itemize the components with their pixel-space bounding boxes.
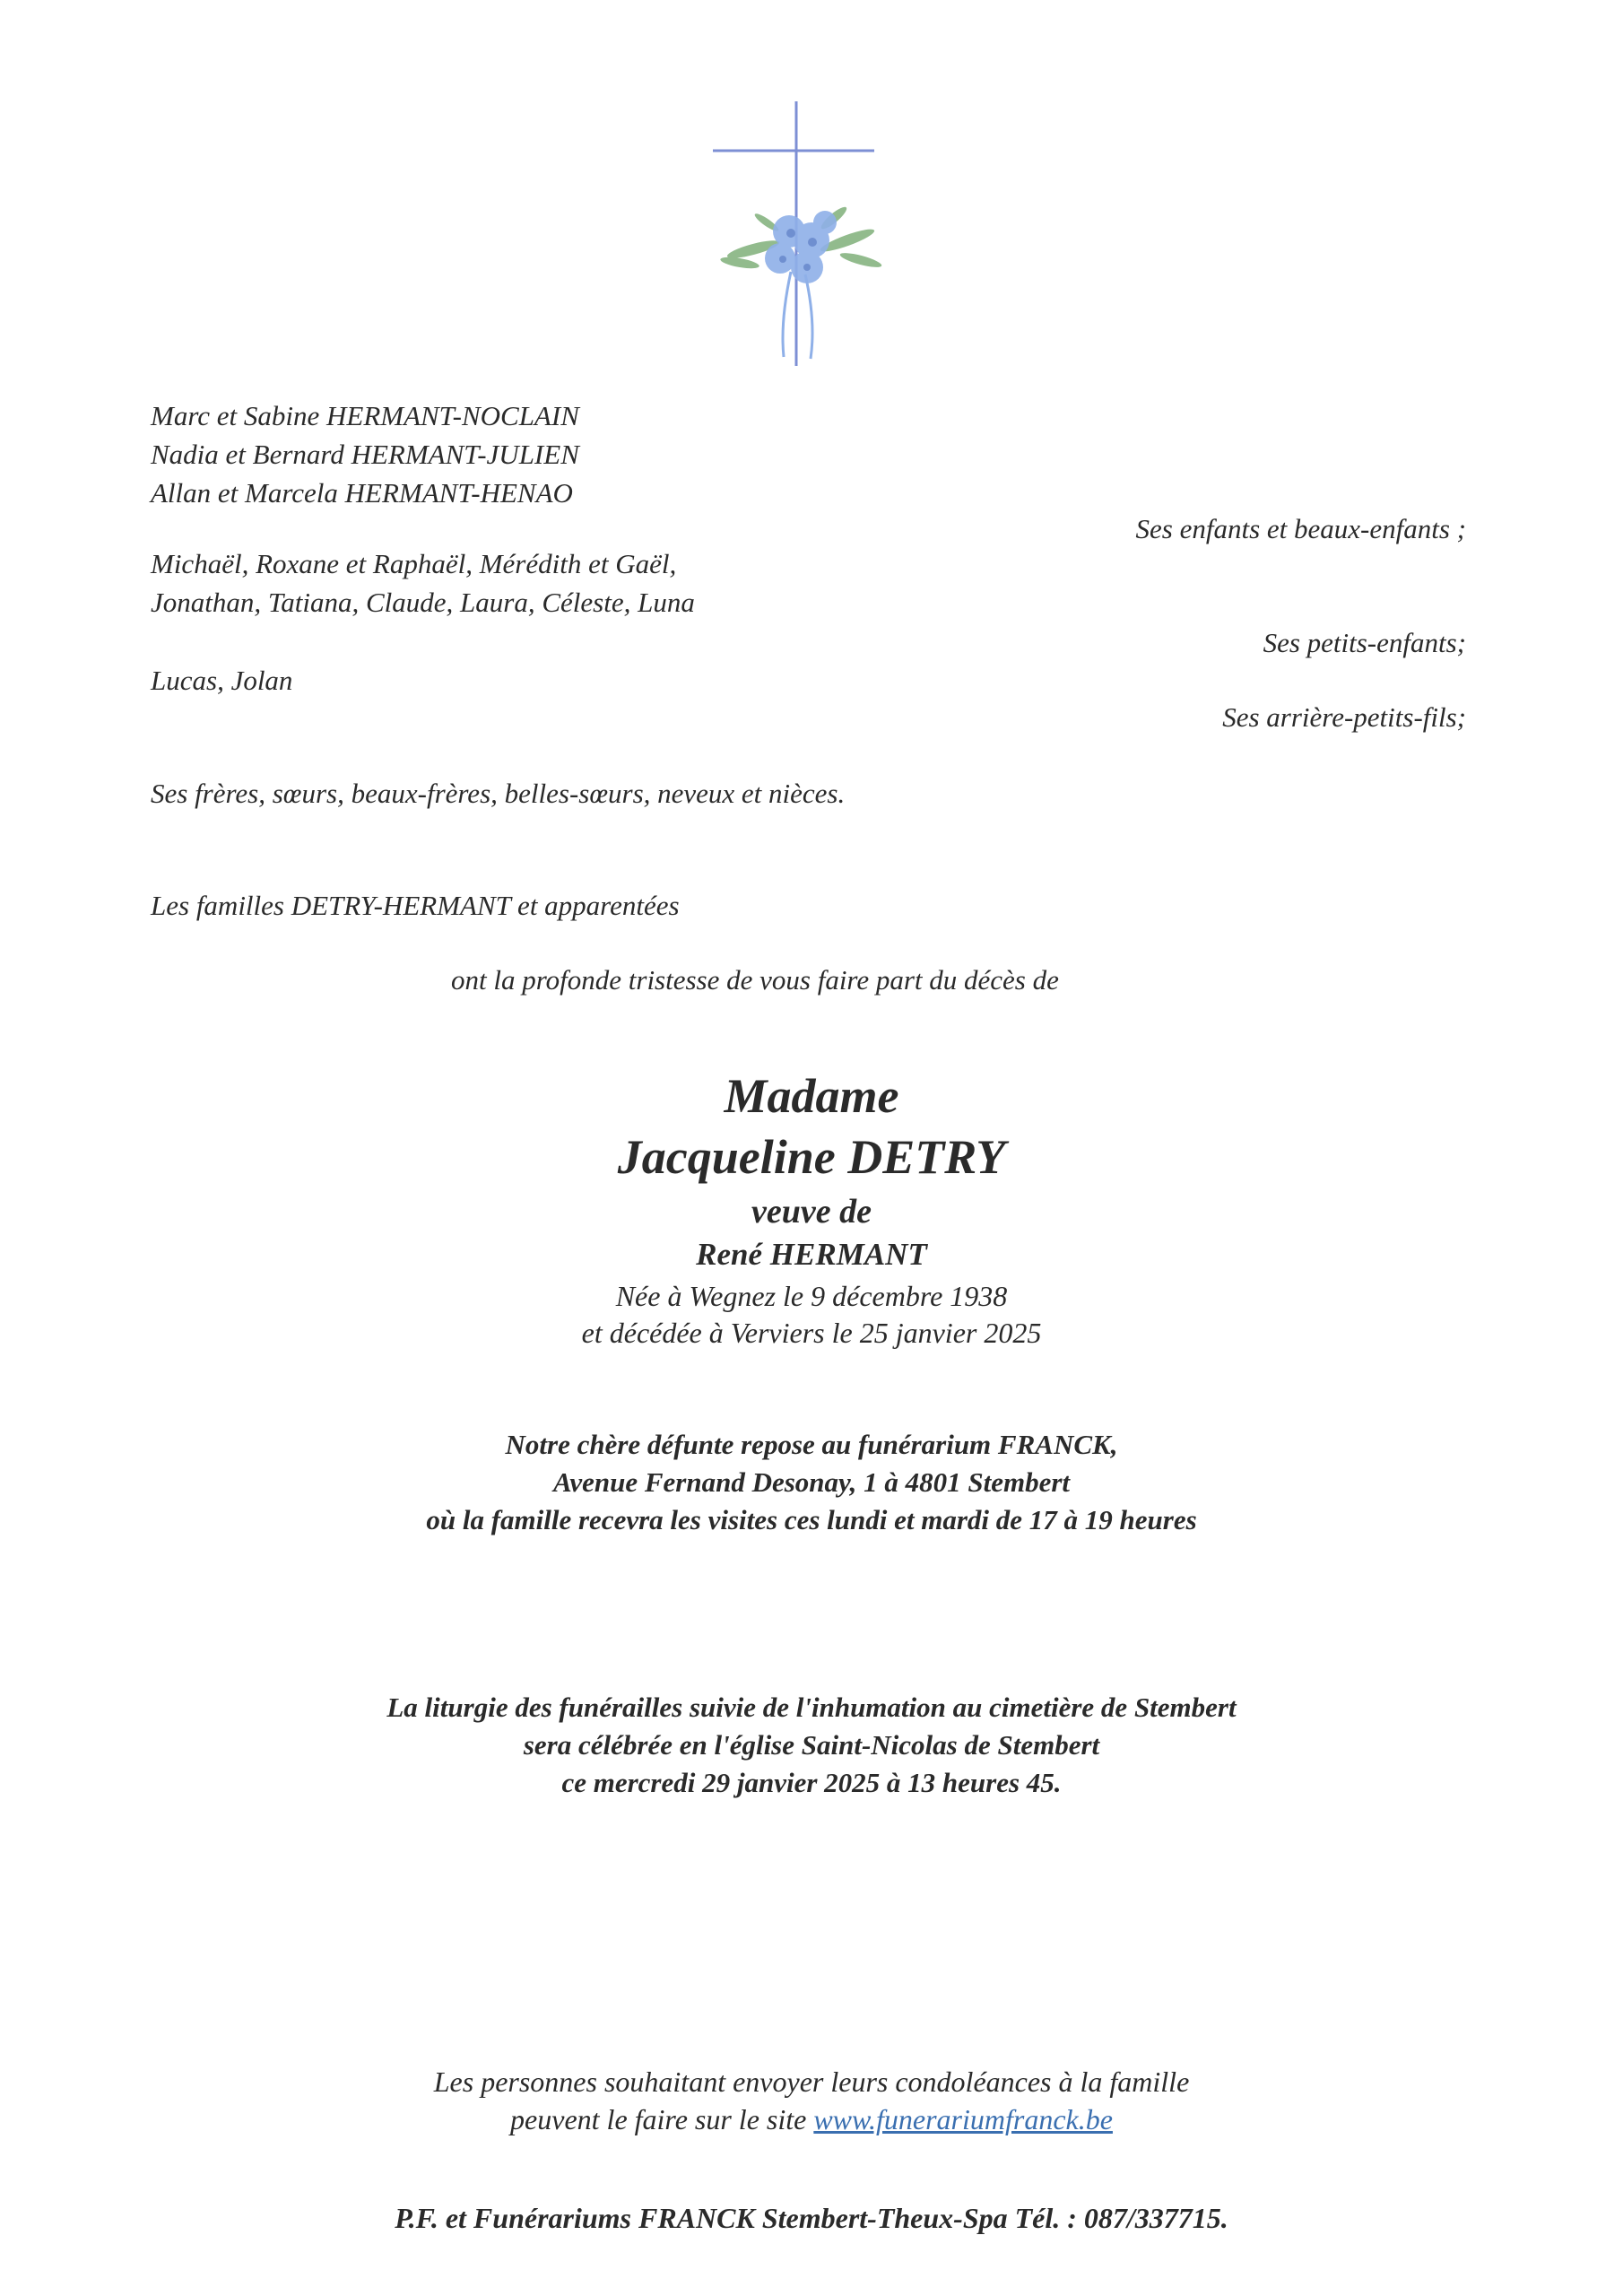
funeral-info xyxy=(0,1689,1623,1802)
condolences-line-2 xyxy=(0,2100,1623,2138)
child-line: Nadia et Bernard HERMANT-JULIEN xyxy=(151,439,579,470)
condolences-prefix: peuvent le faire sur le site xyxy=(510,2103,814,2135)
website-link[interactable]: www.funerariumfranck.be xyxy=(813,2103,1113,2135)
visitation-line: Notre chère défunte repose au funérarium FRANCK, xyxy=(505,1429,1118,1460)
grandchildren-line: Michaël, Roxane et Raphaël, Mérédith et Gaël, xyxy=(151,548,677,579)
deceased-title: Madame xyxy=(724,1069,899,1123)
funeral-home-footer: P.F. et Funérariums FRANCK Stembert-Theux-Spa Tél. : 087/337715. xyxy=(395,2202,1228,2234)
children-role: Ses enfants et beaux-enfants ; xyxy=(1135,513,1466,544)
funeral-line: ce mercredi 29 janvier 2025 à 13 heures 45. xyxy=(561,1767,1062,1798)
funeral-line: La liturgie des funérailles suivie de l'inhumation au cimetière de Stembert xyxy=(386,1692,1237,1723)
visitation-line: Avenue Fernand Desonay, 1 à 4801 Stembert xyxy=(552,1466,1071,1498)
condolences-info xyxy=(0,2063,1623,2138)
visitation-line: où la famille recevra les visites ces lundi et mardi de 17 à 19 heures xyxy=(426,1504,1197,1535)
visitation-info xyxy=(0,1426,1623,1539)
condolences-line: Les personnes souhaitant envoyer leurs condoléances à la famille xyxy=(433,2066,1190,2098)
families-line: Les familles DETRY-HERMANT et apparentées xyxy=(151,890,680,921)
deceased-name: Jacqueline DETRY xyxy=(617,1130,1006,1184)
grandchildren-role: Ses petits-enfants; xyxy=(1263,627,1466,658)
grandchildren-list xyxy=(151,544,695,622)
siblings-line: Ses frères, sœurs, beaux-frères, belles-sœurs, neveux et nièces. xyxy=(151,778,846,809)
spouse-name: René HERMANT xyxy=(696,1237,927,1272)
cross-with-blue-flowers-icon xyxy=(690,97,924,375)
death-line: et décédée à Verviers le 25 janvier 2025 xyxy=(581,1317,1042,1349)
great-grandchildren-line: Lucas, Jolan xyxy=(151,665,293,696)
widow-of-label: veuve de xyxy=(751,1193,872,1231)
grandchildren-line: Jonathan, Tatiana, Claude, Laura, Céleste, Luna xyxy=(151,587,695,618)
funeral-line: sera célébrée en l'église Saint-Nicolas de Stembert xyxy=(523,1729,1100,1761)
birth-line: Née à Wegnez le 9 décembre 1938 xyxy=(615,1280,1008,1312)
great-grandchildren-role: Ses arrière-petits-fils; xyxy=(1222,701,1466,733)
children-list xyxy=(151,396,579,512)
child-line: Marc et Sabine HERMANT-NOCLAIN xyxy=(151,400,579,431)
child-line: Allan et Marcela HERMANT-HENAO xyxy=(151,477,573,509)
announcement-line: ont la profonde tristesse de vous faire part du décès de xyxy=(451,964,1059,996)
